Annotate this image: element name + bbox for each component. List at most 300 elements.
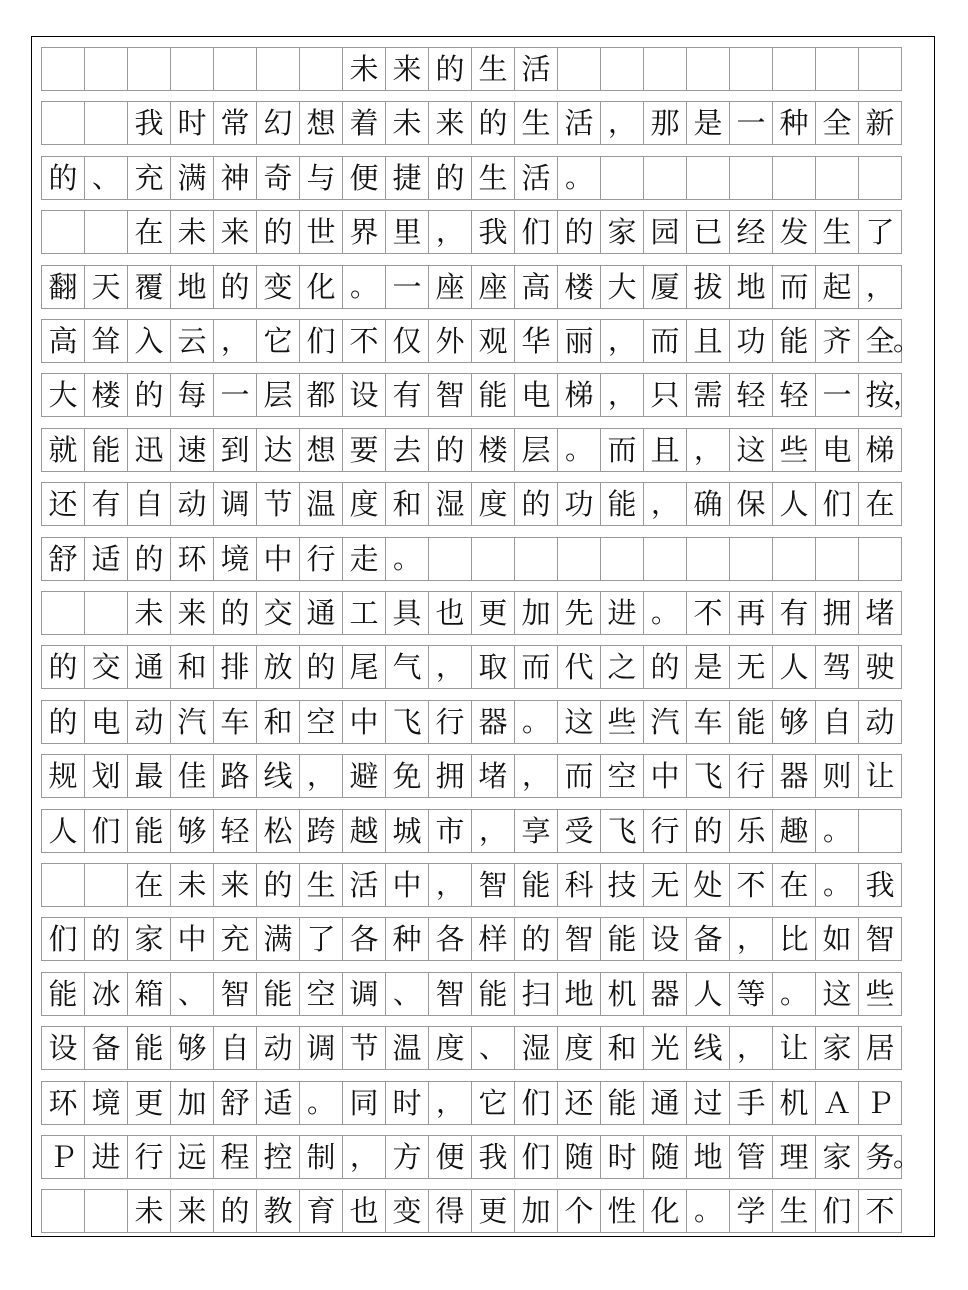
grid-cell: 来 xyxy=(213,863,257,907)
grid-cell: 加 xyxy=(514,591,558,635)
grid-cell xyxy=(600,47,644,91)
grid-cell: 中 xyxy=(385,863,429,907)
grid-cell: 舒 xyxy=(213,1081,257,1125)
grid-cell: 取 xyxy=(471,645,515,689)
grid-cell: 有 xyxy=(84,482,128,526)
grid-cell: 交 xyxy=(84,645,128,689)
grid-cell xyxy=(858,156,902,200)
grid-cell: 。 xyxy=(815,863,859,907)
grid-cell: 之 xyxy=(600,645,644,689)
grid-cell: 轻 xyxy=(729,373,773,417)
grid-cell: 变 xyxy=(385,1189,429,1233)
grid-cell: 节 xyxy=(342,1026,386,1070)
grid-cell: 教 xyxy=(256,1189,300,1233)
grid-cell: 有 xyxy=(772,591,816,635)
grid-cell: 而 xyxy=(557,754,601,798)
grid-cell: 仅 xyxy=(385,319,429,363)
grid-cell: 育 xyxy=(299,1189,343,1233)
grid-cell: 过 xyxy=(686,1081,730,1125)
grid-cell: 的 xyxy=(84,917,128,961)
grid-row xyxy=(41,428,902,472)
grid-cell: 电 xyxy=(84,700,128,744)
grid-cell: 进 xyxy=(84,1135,128,1179)
grid-cell: 一 xyxy=(213,373,257,417)
grid-cell: 充 xyxy=(127,156,171,200)
grid-cell xyxy=(514,537,558,581)
grid-cell: 松 xyxy=(256,809,300,853)
grid-cell: 丽 xyxy=(557,319,601,363)
grid-cell: 中 xyxy=(170,917,214,961)
grid-cell: 也 xyxy=(428,591,472,635)
grid-cell: 种 xyxy=(385,917,429,961)
grid-cell: 的 xyxy=(127,537,171,581)
grid-cell: 云 xyxy=(170,319,214,363)
grid-cell: 来 xyxy=(170,591,214,635)
grid-row xyxy=(41,700,902,744)
grid-cell: 们 xyxy=(84,809,128,853)
grid-cell: 处 xyxy=(686,863,730,907)
grid-cell: 家 xyxy=(127,917,171,961)
grid-cell: Ｐ xyxy=(858,1081,902,1125)
grid-cell: 汽 xyxy=(170,700,214,744)
grid-cell: 备 xyxy=(686,917,730,961)
grid-cell: Ｐ xyxy=(41,1135,85,1179)
grid-cell: 保 xyxy=(729,482,773,526)
grid-cell xyxy=(643,537,687,581)
grid-cell: 如 xyxy=(815,917,859,961)
grid-cell: 空 xyxy=(299,972,343,1016)
grid-cell: 。 xyxy=(385,537,429,581)
grid-cell: 节 xyxy=(256,482,300,526)
grid-cell: 境 xyxy=(84,1081,128,1125)
grid-cell: 舒 xyxy=(41,537,85,581)
grid-cell: 是 xyxy=(686,645,730,689)
grid-cell: 通 xyxy=(643,1081,687,1125)
grid-cell: 能 xyxy=(514,863,558,907)
grid-cell: 放 xyxy=(256,645,300,689)
grid-cell: 人 xyxy=(772,482,816,526)
grid-row xyxy=(41,265,902,309)
grid-cell: 幻 xyxy=(256,101,300,145)
grid-cell: ， xyxy=(600,101,644,145)
grid-cell: 调 xyxy=(342,972,386,1016)
grid-cell: 机 xyxy=(600,972,644,1016)
grid-cell xyxy=(815,156,859,200)
grid-cell: Ａ xyxy=(815,1081,859,1125)
grid-cell: 调 xyxy=(299,1026,343,1070)
grid-cell: 设 xyxy=(342,373,386,417)
grid-cell: 度 xyxy=(471,482,515,526)
grid-cell: 在 xyxy=(858,482,902,526)
grid-cell: 。 xyxy=(815,809,859,853)
grid-cell xyxy=(41,47,85,91)
grid-cell: 随 xyxy=(557,1135,601,1179)
grid-cell: 也 xyxy=(342,1189,386,1233)
grid-cell: 便 xyxy=(428,1135,472,1179)
grid-cell: 通 xyxy=(299,591,343,635)
grid-cell: 层 xyxy=(514,428,558,472)
grid-cell: 发 xyxy=(772,210,816,254)
grid-cell: 更 xyxy=(127,1081,171,1125)
grid-cell: 管 xyxy=(729,1135,773,1179)
grid-cell: 观 xyxy=(471,319,515,363)
grid-cell: 迅 xyxy=(127,428,171,472)
grid-cell: 而 xyxy=(600,428,644,472)
grid-cell: 不 xyxy=(858,1189,902,1233)
grid-cell: 的 xyxy=(213,591,257,635)
grid-cell: 。 xyxy=(514,700,558,744)
grid-cell: 奇 xyxy=(256,156,300,200)
grid-cell: 通 xyxy=(127,645,171,689)
grid-cell: 不 xyxy=(342,319,386,363)
grid-cell: 那 xyxy=(643,101,687,145)
grid-cell: 走 xyxy=(342,537,386,581)
grid-cell: 乐 xyxy=(729,809,773,853)
grid-cell: 调 xyxy=(213,482,257,526)
grid-cell: 未 xyxy=(170,210,214,254)
grid-cell: 行 xyxy=(729,754,773,798)
grid-cell: ， xyxy=(729,1026,773,1070)
grid-cell: 。 xyxy=(557,156,601,200)
grid-cell: 性 xyxy=(600,1189,644,1233)
grid-cell: 我 xyxy=(127,101,171,145)
grid-cell: 们 xyxy=(299,319,343,363)
grid-cell: 地 xyxy=(729,265,773,309)
grid-row xyxy=(41,319,902,363)
grid-cell: 需 xyxy=(686,373,730,417)
grid-cell: 温 xyxy=(385,1026,429,1070)
grid-cell: 车 xyxy=(213,700,257,744)
grid-cell: 飞 xyxy=(385,700,429,744)
grid-cell xyxy=(600,156,644,200)
grid-cell: 的 xyxy=(428,156,472,200)
grid-cell: 够 xyxy=(772,700,816,744)
grid-cell: 理 xyxy=(772,1135,816,1179)
grid-cell: 了 xyxy=(299,917,343,961)
grid-cell: 一 xyxy=(815,373,859,417)
grid-cell: 人 xyxy=(772,645,816,689)
grid-cell: 最 xyxy=(127,754,171,798)
grid-cell: 远 xyxy=(170,1135,214,1179)
grid-cell: 动 xyxy=(127,700,171,744)
grid-row xyxy=(41,1026,902,1070)
grid-cell: 光 xyxy=(643,1026,687,1070)
grid-cell xyxy=(84,1189,128,1233)
grid-cell: 耸 xyxy=(84,319,128,363)
grid-cell: 一 xyxy=(385,265,429,309)
grid-cell: 自 xyxy=(815,700,859,744)
grid-cell: ， xyxy=(428,645,472,689)
grid-cell: 神 xyxy=(213,156,257,200)
grid-cell: 速 xyxy=(170,428,214,472)
grid-cell: 各 xyxy=(342,917,386,961)
grid-cell: ， xyxy=(686,428,730,472)
grid-cell: 飞 xyxy=(686,754,730,798)
grid-cell: 天 xyxy=(84,265,128,309)
grid-cell: 避 xyxy=(342,754,386,798)
grid-cell: 尾 xyxy=(342,645,386,689)
grid-cell xyxy=(557,47,601,91)
grid-row xyxy=(41,537,902,581)
grid-cell: 让 xyxy=(772,1026,816,1070)
grid-cell: 界 xyxy=(342,210,386,254)
grid-cell: 想 xyxy=(299,428,343,472)
grid-cell: 再 xyxy=(729,591,773,635)
grid-cell: 们 xyxy=(514,210,558,254)
grid-cell: 它 xyxy=(471,1081,515,1125)
grid-cell: 充 xyxy=(213,917,257,961)
grid-cell: 免 xyxy=(385,754,429,798)
grid-cell: 些 xyxy=(772,428,816,472)
grid-cell: 翻 xyxy=(41,265,85,309)
grid-cell: 和 xyxy=(170,645,214,689)
grid-cell: 了 xyxy=(858,210,902,254)
grid-cell: 常 xyxy=(213,101,257,145)
grid-cell xyxy=(471,537,515,581)
grid-cell: 各 xyxy=(428,917,472,961)
grid-row xyxy=(41,1135,902,1179)
grid-cell: 工 xyxy=(342,591,386,635)
grid-cell: 捷 xyxy=(385,156,429,200)
grid-cell: 家 xyxy=(815,1026,859,1070)
grid-cell: 拔 xyxy=(686,265,730,309)
grid-cell: 器 xyxy=(643,972,687,1016)
grid-cell: 我 xyxy=(858,863,902,907)
grid-cell: 的 xyxy=(256,210,300,254)
grid-cell: 生 xyxy=(815,210,859,254)
grid-cell: 地 xyxy=(686,1135,730,1179)
grid-cell: 空 xyxy=(600,754,644,798)
grid-cell: 全 xyxy=(815,101,859,145)
grid-cell: 楼 xyxy=(84,373,128,417)
grid-cell: 湿 xyxy=(514,1026,558,1070)
grid-cell: 智 xyxy=(213,972,257,1016)
grid-cell: 经 xyxy=(729,210,773,254)
grid-cell: 的 xyxy=(213,1189,257,1233)
grid-cell: 能 xyxy=(41,972,85,1016)
grid-cell: 线 xyxy=(686,1026,730,1070)
grid-cell: 人 xyxy=(41,809,85,853)
grid-cell: ， xyxy=(471,809,515,853)
grid-cell: 能 xyxy=(600,482,644,526)
grid-cell: 飞 xyxy=(600,809,644,853)
grid-cell: 生 xyxy=(471,47,515,91)
grid-cell: 家 xyxy=(600,210,644,254)
grid-cell: 智 xyxy=(471,863,515,907)
grid-cell: 厦 xyxy=(643,265,687,309)
grid-cell: 够 xyxy=(170,1026,214,1070)
grid-cell: 活 xyxy=(557,101,601,145)
grid-cell: 环 xyxy=(170,537,214,581)
grid-cell: 时 xyxy=(170,101,214,145)
grid-cell: 覆 xyxy=(127,265,171,309)
grid-cell: 们 xyxy=(815,482,859,526)
grid-cell: 气 xyxy=(385,645,429,689)
grid-cell: 们 xyxy=(514,1081,558,1125)
grid-cell: 方 xyxy=(385,1135,429,1179)
grid-cell: 能 xyxy=(471,373,515,417)
grid-cell: 适 xyxy=(84,537,128,581)
grid-cell: 个 xyxy=(557,1189,601,1233)
grid-cell: 能 xyxy=(600,1081,644,1125)
grid-cell: 能 xyxy=(256,972,300,1016)
grid-cell: 轻 xyxy=(213,809,257,853)
grid-cell: 科 xyxy=(557,863,601,907)
grid-cell: 楼 xyxy=(471,428,515,472)
grid-cell: 技 xyxy=(600,863,644,907)
grid-cell: 智 xyxy=(428,972,472,1016)
grid-cell: 电 xyxy=(514,373,558,417)
grid-cell: 冰 xyxy=(84,972,128,1016)
grid-cell: 务 xyxy=(858,1135,902,1179)
grid-cell: 拥 xyxy=(815,591,859,635)
grid-cell: 更 xyxy=(471,1189,515,1233)
grid-cell: 中 xyxy=(342,700,386,744)
grid-cell: 控 xyxy=(256,1135,300,1179)
grid-cell: 未 xyxy=(342,47,386,91)
grid-cell: 新 xyxy=(858,101,902,145)
grid-cell: 地 xyxy=(170,265,214,309)
grid-cell xyxy=(127,47,171,91)
grid-cell: 就 xyxy=(41,428,85,472)
grid-cell: 智 xyxy=(428,373,472,417)
grid-cell: 我 xyxy=(471,210,515,254)
grid-cell: 能 xyxy=(84,428,128,472)
grid-cell: 未 xyxy=(127,591,171,635)
grid-cell: 是 xyxy=(686,101,730,145)
margin-punctuation: 。 xyxy=(893,1140,922,1173)
grid-cell: ， xyxy=(729,917,773,961)
grid-cell: 享 xyxy=(514,809,558,853)
grid-cell: 的 xyxy=(256,863,300,907)
grid-row xyxy=(41,972,902,1016)
grid-cell: 无 xyxy=(643,863,687,907)
grid-cell: 外 xyxy=(428,319,472,363)
grid-cell: 自 xyxy=(213,1026,257,1070)
grid-cell: 随 xyxy=(643,1135,687,1179)
grid-cell xyxy=(858,809,902,853)
grid-cell: 生 xyxy=(514,101,558,145)
grid-cell: 先 xyxy=(557,591,601,635)
grid-cell: 设 xyxy=(643,917,687,961)
grid-cell xyxy=(729,156,773,200)
grid-cell: 活 xyxy=(514,47,558,91)
grid-cell: 来 xyxy=(213,210,257,254)
grid-cell: 全 xyxy=(858,319,902,363)
grid-cell: 市 xyxy=(428,809,472,853)
grid-row xyxy=(41,1189,902,1233)
grid-cell: 中 xyxy=(643,754,687,798)
grid-cell: ， xyxy=(858,265,902,309)
grid-cell: 功 xyxy=(729,319,773,363)
grid-cell: 达 xyxy=(256,428,300,472)
grid-cell: 电 xyxy=(815,428,859,472)
grid-cell: 堵 xyxy=(858,591,902,635)
grid-cell: 箱 xyxy=(127,972,171,1016)
grid-cell: 驾 xyxy=(815,645,859,689)
grid-cell: 湿 xyxy=(428,482,472,526)
grid-cell: 能 xyxy=(729,700,773,744)
grid-cell: 们 xyxy=(514,1135,558,1179)
grid-cell xyxy=(170,47,214,91)
grid-cell: 满 xyxy=(256,917,300,961)
grid-cell: 这 xyxy=(557,700,601,744)
grid-cell: 化 xyxy=(299,265,343,309)
grid-row xyxy=(41,809,902,853)
grid-cell: ， xyxy=(643,482,687,526)
grid-cell xyxy=(41,101,85,145)
grid-cell: 跨 xyxy=(299,809,343,853)
grid-cell: 人 xyxy=(686,972,730,1016)
grid-cell: 动 xyxy=(858,700,902,744)
grid-cell: 世 xyxy=(299,210,343,254)
grid-cell: ， xyxy=(514,754,558,798)
grid-cell xyxy=(84,47,128,91)
grid-cell: 具 xyxy=(385,591,429,635)
grid-cell: 高 xyxy=(41,319,85,363)
grid-cell: 动 xyxy=(256,1026,300,1070)
grid-cell xyxy=(772,156,816,200)
grid-cell: 而 xyxy=(643,319,687,363)
grid-cell: 的 xyxy=(41,700,85,744)
grid-cell: 受 xyxy=(557,809,601,853)
grid-cell: 按 xyxy=(858,373,902,417)
grid-cell xyxy=(256,47,300,91)
grid-cell: 车 xyxy=(686,700,730,744)
grid-cell: 每 xyxy=(170,373,214,417)
grid-cell: 的 xyxy=(299,645,343,689)
grid-cell: 的 xyxy=(643,645,687,689)
grid-cell: 动 xyxy=(170,482,214,526)
grid-row xyxy=(41,156,902,200)
grid-cell: 度 xyxy=(342,482,386,526)
grid-cell: 、 xyxy=(385,972,429,1016)
grid-cell: 机 xyxy=(772,1081,816,1125)
grid-cell: 地 xyxy=(557,972,601,1016)
grid-cell: 时 xyxy=(385,1081,429,1125)
grid-cell: 只 xyxy=(643,373,687,417)
grid-cell: 适 xyxy=(256,1081,300,1125)
grid-cell: 还 xyxy=(557,1081,601,1125)
grid-cell: 佳 xyxy=(170,754,214,798)
grid-cell: 堵 xyxy=(471,754,515,798)
grid-cell: 空 xyxy=(299,700,343,744)
grid-cell: 还 xyxy=(41,482,85,526)
grid-cell: 里 xyxy=(385,210,429,254)
grid-row xyxy=(41,210,902,254)
grid-cell: 楼 xyxy=(557,265,601,309)
grid-cell xyxy=(41,210,85,254)
grid-cell: 的 xyxy=(471,101,515,145)
grid-cell: 代 xyxy=(557,645,601,689)
grid-cell: 境 xyxy=(213,537,257,581)
grid-cell xyxy=(84,591,128,635)
grid-cell: 更 xyxy=(471,591,515,635)
grid-cell xyxy=(729,47,773,91)
grid-cell: 来 xyxy=(170,1189,214,1233)
grid-cell: 环 xyxy=(41,1081,85,1125)
grid-cell: 能 xyxy=(772,319,816,363)
grid-cell: 种 xyxy=(772,101,816,145)
grid-cell: 华 xyxy=(514,319,558,363)
grid-row xyxy=(41,645,902,689)
grid-cell xyxy=(428,537,472,581)
grid-cell: ， xyxy=(428,1081,472,1125)
grid-cell: 未 xyxy=(170,863,214,907)
grid-cell: 这 xyxy=(729,428,773,472)
grid-cell: 器 xyxy=(471,700,515,744)
grid-cell: 的 xyxy=(41,156,85,200)
